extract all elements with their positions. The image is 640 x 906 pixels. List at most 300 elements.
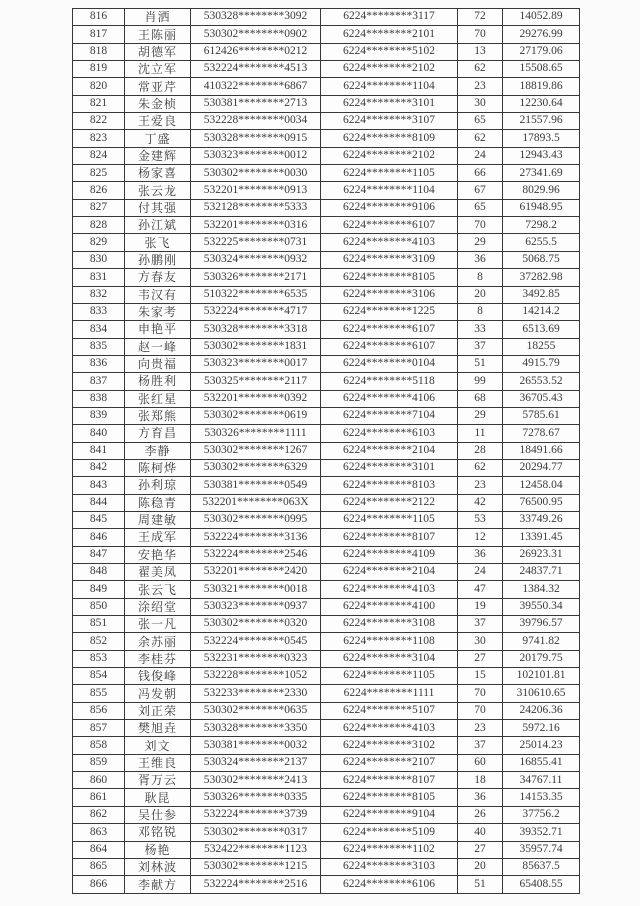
card-number-cell: 6224********1105	[321, 668, 458, 685]
row-index-cell: 841	[73, 442, 125, 459]
count-cell: 51	[458, 876, 503, 894]
amount-cell: 85637.5	[503, 858, 580, 875]
count-cell: 19	[458, 598, 503, 615]
count-cell: 24	[458, 564, 503, 581]
card-number-cell: 6224********2102	[321, 147, 458, 164]
name-cell: 李静	[125, 442, 191, 459]
table-row	[73, 789, 580, 806]
row-index-cell: 828	[73, 217, 125, 234]
row-index-cell: 819	[73, 61, 125, 78]
table-row	[73, 269, 580, 286]
name-cell: 方育昌	[125, 425, 191, 442]
count-cell: 62	[458, 61, 503, 78]
name-cell: 付其强	[125, 199, 191, 216]
card-number-cell: 6224********9106	[321, 199, 458, 216]
row-index-cell: 864	[73, 841, 125, 858]
row-index-cell: 855	[73, 685, 125, 702]
card-number-cell: 6224********4100	[321, 598, 458, 615]
name-cell: 杨家喜	[125, 165, 191, 182]
amount-cell: 5785.61	[503, 407, 580, 424]
count-cell: 29	[458, 407, 503, 424]
row-index-cell: 830	[73, 251, 125, 268]
table-row	[73, 130, 580, 147]
row-index-cell: 858	[73, 737, 125, 754]
row-index-cell: 854	[73, 668, 125, 685]
card-number-cell: 6224********4103	[321, 581, 458, 598]
id-number-cell: 530328********0915	[191, 130, 321, 147]
card-number-cell: 6224********4106	[321, 390, 458, 407]
card-number-cell: 6224********1102	[321, 841, 458, 858]
row-index-cell: 860	[73, 772, 125, 789]
count-cell: 51	[458, 355, 503, 372]
card-number-cell: 6224********4103	[321, 234, 458, 251]
id-number-cell: 532201********0913	[191, 182, 321, 199]
id-number-cell: 532201********2420	[191, 564, 321, 581]
id-number-cell: 532224********3739	[191, 806, 321, 823]
id-number-cell: 532224********2546	[191, 546, 321, 563]
count-cell: 70	[458, 26, 503, 43]
amount-cell: 27179.06	[503, 43, 580, 60]
amount-cell: 6255.5	[503, 234, 580, 251]
card-number-cell: 6224********8107	[321, 529, 458, 546]
card-number-cell: 6224********2107	[321, 754, 458, 771]
name-cell: 翟美凤	[125, 564, 191, 581]
amount-cell: 37756.2	[503, 806, 580, 823]
row-index-cell: 866	[73, 876, 125, 894]
name-cell: 朱家考	[125, 303, 191, 320]
name-cell: 张一凡	[125, 616, 191, 633]
amount-cell: 18819.86	[503, 78, 580, 95]
name-cell: 钱俊峰	[125, 668, 191, 685]
name-cell: 胡德军	[125, 43, 191, 60]
amount-cell: 16855.41	[503, 754, 580, 771]
id-number-cell: 530381********0032	[191, 737, 321, 754]
name-cell: 耿昆	[125, 789, 191, 806]
row-index-cell: 839	[73, 407, 125, 424]
row-index-cell: 847	[73, 546, 125, 563]
amount-cell: 37282.98	[503, 269, 580, 286]
name-cell: 张云龙	[125, 182, 191, 199]
id-number-cell: 530325********2117	[191, 373, 321, 390]
row-index-cell: 865	[73, 858, 125, 875]
count-cell: 62	[458, 130, 503, 147]
count-cell: 70	[458, 702, 503, 719]
amount-cell: 7298.2	[503, 217, 580, 234]
id-number-cell: 530326********0335	[191, 789, 321, 806]
amount-cell: 3492.85	[503, 286, 580, 303]
table-row	[73, 390, 580, 407]
table-row	[73, 841, 580, 858]
amount-cell: 12458.04	[503, 477, 580, 494]
table-row	[73, 303, 580, 320]
card-number-cell: 6224********3101	[321, 95, 458, 112]
id-number-cell: 530302********0030	[191, 165, 321, 182]
row-index-cell: 831	[73, 269, 125, 286]
table-row	[73, 43, 580, 60]
card-number-cell: 6224********5109	[321, 824, 458, 841]
table-row	[73, 720, 580, 737]
name-cell: 杨艳	[125, 841, 191, 858]
amount-cell: 5068.75	[503, 251, 580, 268]
amount-cell: 24206.36	[503, 702, 580, 719]
card-number-cell: 6224********7104	[321, 407, 458, 424]
count-cell: 37	[458, 737, 503, 754]
table-row	[73, 494, 580, 511]
card-number-cell: 6224********6106	[321, 876, 458, 894]
name-cell: 胥万云	[125, 772, 191, 789]
records-table	[72, 8, 580, 894]
count-cell: 27	[458, 841, 503, 858]
amount-cell: 26923.31	[503, 546, 580, 563]
count-cell: 68	[458, 390, 503, 407]
row-index-cell: 817	[73, 26, 125, 43]
amount-cell: 36705.43	[503, 390, 580, 407]
table-row	[73, 459, 580, 476]
table-row	[73, 78, 580, 95]
count-cell: 40	[458, 824, 503, 841]
table-row	[73, 407, 580, 424]
table-row	[73, 546, 580, 563]
id-number-cell: 532228********1052	[191, 668, 321, 685]
count-cell: 65	[458, 113, 503, 130]
amount-cell: 39796.57	[503, 616, 580, 633]
table-row	[73, 113, 580, 130]
id-number-cell: 530381********2713	[191, 95, 321, 112]
amount-cell: 14052.89	[503, 9, 580, 26]
card-number-cell: 6224********8107	[321, 772, 458, 789]
count-cell: 11	[458, 425, 503, 442]
name-cell: 陈稳青	[125, 494, 191, 511]
amount-cell: 14214.2	[503, 303, 580, 320]
card-number-cell: 6224********5107	[321, 702, 458, 719]
id-number-cell: 532225********0731	[191, 234, 321, 251]
table-row	[73, 650, 580, 667]
card-number-cell: 6224********1105	[321, 511, 458, 528]
amount-cell: 27341.69	[503, 165, 580, 182]
amount-cell: 29276.99	[503, 26, 580, 43]
card-number-cell: 6224********3101	[321, 459, 458, 476]
table-row	[73, 702, 580, 719]
amount-cell: 21557.96	[503, 113, 580, 130]
id-number-cell: 530302********0317	[191, 824, 321, 841]
table-row	[73, 217, 580, 234]
name-cell: 孙利琼	[125, 477, 191, 494]
name-cell: 韦汉有	[125, 286, 191, 303]
table-row	[73, 26, 580, 43]
count-cell: 18	[458, 772, 503, 789]
name-cell: 樊旭垚	[125, 720, 191, 737]
table-row	[73, 442, 580, 459]
table-row	[73, 633, 580, 650]
row-index-cell: 818	[73, 43, 125, 60]
name-cell: 李献方	[125, 876, 191, 894]
id-number-cell: 530302********1831	[191, 338, 321, 355]
card-number-cell: 6224********3108	[321, 616, 458, 633]
count-cell: 37	[458, 616, 503, 633]
table-row	[73, 858, 580, 875]
name-cell: 冯发朝	[125, 685, 191, 702]
count-cell: 36	[458, 251, 503, 268]
row-index-cell: 823	[73, 130, 125, 147]
amount-cell: 17893.5	[503, 130, 580, 147]
row-index-cell: 863	[73, 824, 125, 841]
amount-cell: 76500.95	[503, 494, 580, 511]
name-cell: 刘文	[125, 737, 191, 754]
id-number-cell: 532201********063X	[191, 494, 321, 511]
id-number-cell: 612426********0212	[191, 43, 321, 60]
count-cell: 23	[458, 720, 503, 737]
id-number-cell: 532128********5333	[191, 199, 321, 216]
id-number-cell: 530302********0635	[191, 702, 321, 719]
amount-cell: 8029.96	[503, 182, 580, 199]
row-index-cell: 824	[73, 147, 125, 164]
table-row	[73, 355, 580, 372]
row-index-cell: 846	[73, 529, 125, 546]
count-cell: 37	[458, 338, 503, 355]
name-cell: 方春友	[125, 269, 191, 286]
table-row	[73, 95, 580, 112]
amount-cell: 9741.82	[503, 633, 580, 650]
amount-cell: 1384.32	[503, 581, 580, 598]
amount-cell: 12943.43	[503, 147, 580, 164]
name-cell: 朱金桢	[125, 95, 191, 112]
count-cell: 72	[458, 9, 503, 26]
id-number-cell: 532228********0034	[191, 113, 321, 130]
amount-cell: 24837.71	[503, 564, 580, 581]
card-number-cell: 6224********2102	[321, 61, 458, 78]
row-index-cell: 862	[73, 806, 125, 823]
row-index-cell: 822	[73, 113, 125, 130]
amount-cell: 35957.74	[503, 841, 580, 858]
id-number-cell: 532224********0545	[191, 633, 321, 650]
name-cell: 刘林波	[125, 858, 191, 875]
id-number-cell: 532233********2330	[191, 685, 321, 702]
card-number-cell: 6224********1105	[321, 165, 458, 182]
amount-cell: 25014.23	[503, 737, 580, 754]
row-index-cell: 837	[73, 373, 125, 390]
card-number-cell: 6224********8109	[321, 130, 458, 147]
table-row	[73, 61, 580, 78]
id-number-cell: 530324********0932	[191, 251, 321, 268]
table-row	[73, 824, 580, 841]
amount-cell: 39550.34	[503, 598, 580, 615]
id-number-cell: 530323********0937	[191, 598, 321, 615]
card-number-cell: 6224********3106	[321, 286, 458, 303]
amount-cell: 4915.79	[503, 355, 580, 372]
amount-cell: 65408.55	[503, 876, 580, 894]
id-number-cell: 530323********0017	[191, 355, 321, 372]
row-index-cell: 825	[73, 165, 125, 182]
count-cell: 15	[458, 668, 503, 685]
count-cell: 99	[458, 373, 503, 390]
table-row	[73, 338, 580, 355]
row-index-cell: 850	[73, 598, 125, 615]
id-number-cell: 532231********0323	[191, 650, 321, 667]
id-number-cell: 530321********0018	[191, 581, 321, 598]
amount-cell: 34767.11	[503, 772, 580, 789]
amount-cell: 310610.65	[503, 685, 580, 702]
table-row	[73, 182, 580, 199]
amount-cell: 12230.64	[503, 95, 580, 112]
amount-cell: 61948.95	[503, 199, 580, 216]
name-cell: 邓铭锐	[125, 824, 191, 841]
name-cell: 吴仕参	[125, 806, 191, 823]
row-index-cell: 833	[73, 303, 125, 320]
row-index-cell: 861	[73, 789, 125, 806]
row-index-cell: 845	[73, 511, 125, 528]
row-index-cell: 838	[73, 390, 125, 407]
card-number-cell: 6224********8105	[321, 269, 458, 286]
amount-cell: 39352.71	[503, 824, 580, 841]
count-cell: 23	[458, 477, 503, 494]
name-cell: 张飞	[125, 234, 191, 251]
card-number-cell: 6224********0104	[321, 355, 458, 372]
amount-cell: 7278.67	[503, 425, 580, 442]
count-cell: 30	[458, 633, 503, 650]
table-row	[73, 685, 580, 702]
id-number-cell: 510322********6535	[191, 286, 321, 303]
row-index-cell: 834	[73, 321, 125, 338]
card-number-cell: 6224********6107	[321, 338, 458, 355]
name-cell: 刘正荣	[125, 702, 191, 719]
id-number-cell: 532224********4717	[191, 303, 321, 320]
card-number-cell: 6224********9104	[321, 806, 458, 823]
name-cell: 肖洒	[125, 9, 191, 26]
name-cell: 申艳平	[125, 321, 191, 338]
card-number-cell: 6224********6103	[321, 425, 458, 442]
row-index-cell: 835	[73, 338, 125, 355]
card-number-cell: 6224********3109	[321, 251, 458, 268]
table-row	[73, 425, 580, 442]
table-row	[73, 876, 580, 894]
card-number-cell: 6224********3103	[321, 858, 458, 875]
count-cell: 29	[458, 234, 503, 251]
name-cell: 王成军	[125, 529, 191, 546]
row-index-cell: 842	[73, 459, 125, 476]
count-cell: 23	[458, 78, 503, 95]
card-number-cell: 6224********2122	[321, 494, 458, 511]
card-number-cell: 6224********3117	[321, 9, 458, 26]
name-cell: 向贵福	[125, 355, 191, 372]
table-row	[73, 737, 580, 754]
id-number-cell: 530326********1111	[191, 425, 321, 442]
amount-cell: 6513.69	[503, 321, 580, 338]
count-cell: 42	[458, 494, 503, 511]
id-number-cell: 530328********3350	[191, 720, 321, 737]
name-cell: 王陈丽	[125, 26, 191, 43]
id-number-cell: 532224********4513	[191, 61, 321, 78]
table-row	[73, 772, 580, 789]
table-row	[73, 147, 580, 164]
table-row	[73, 806, 580, 823]
name-cell: 王维良	[125, 754, 191, 771]
card-number-cell: 6224********2104	[321, 564, 458, 581]
count-cell: 70	[458, 217, 503, 234]
id-number-cell: 530302********6329	[191, 459, 321, 476]
name-cell: 金建辉	[125, 147, 191, 164]
count-cell: 13	[458, 43, 503, 60]
table-row	[73, 477, 580, 494]
name-cell: 孙江斌	[125, 217, 191, 234]
amount-cell: 13391.45	[503, 529, 580, 546]
count-cell: 47	[458, 581, 503, 598]
name-cell: 沈立军	[125, 61, 191, 78]
count-cell: 24	[458, 147, 503, 164]
table-row	[73, 581, 580, 598]
name-cell: 常亚芹	[125, 78, 191, 95]
count-cell: 70	[458, 685, 503, 702]
id-number-cell: 410322********6867	[191, 78, 321, 95]
count-cell: 30	[458, 95, 503, 112]
id-number-cell: 530302********1215	[191, 858, 321, 875]
id-number-cell: 532201********0316	[191, 217, 321, 234]
name-cell: 陈柯烨	[125, 459, 191, 476]
card-number-cell: 6224********3107	[321, 113, 458, 130]
card-number-cell: 6224********2101	[321, 26, 458, 43]
table-row	[73, 9, 580, 26]
row-index-cell: 844	[73, 494, 125, 511]
card-number-cell: 6224********6107	[321, 321, 458, 338]
id-number-cell: 530302********2413	[191, 772, 321, 789]
name-cell: 周建敏	[125, 511, 191, 528]
card-number-cell: 6224********8105	[321, 789, 458, 806]
count-cell: 66	[458, 165, 503, 182]
amount-cell: 20179.75	[503, 650, 580, 667]
id-number-cell: 530324********2137	[191, 754, 321, 771]
table-row	[73, 529, 580, 546]
row-index-cell: 852	[73, 633, 125, 650]
id-number-cell: 530302********1267	[191, 442, 321, 459]
card-number-cell: 6224********2104	[321, 442, 458, 459]
table-row	[73, 321, 580, 338]
card-number-cell: 6224********1104	[321, 78, 458, 95]
amount-cell: 20294.77	[503, 459, 580, 476]
card-number-cell: 6224********1225	[321, 303, 458, 320]
card-number-cell: 6224********3104	[321, 650, 458, 667]
row-index-cell: 851	[73, 616, 125, 633]
name-cell: 张郑熊	[125, 407, 191, 424]
id-number-cell: 530323********0012	[191, 147, 321, 164]
row-index-cell: 829	[73, 234, 125, 251]
id-number-cell: 530328********3092	[191, 9, 321, 26]
card-number-cell: 6224********3102	[321, 737, 458, 754]
amount-cell: 18255	[503, 338, 580, 355]
count-cell: 28	[458, 442, 503, 459]
table-row	[73, 616, 580, 633]
table-row	[73, 165, 580, 182]
count-cell: 27	[458, 650, 503, 667]
name-cell: 涂绍堂	[125, 598, 191, 615]
table-row	[73, 286, 580, 303]
name-cell: 王爱良	[125, 113, 191, 130]
table-row	[73, 199, 580, 216]
amount-cell: 5972.16	[503, 720, 580, 737]
card-number-cell: 6224********8103	[321, 477, 458, 494]
card-number-cell: 6224********1108	[321, 633, 458, 650]
card-number-cell: 6224********1104	[321, 182, 458, 199]
id-number-cell: 530326********2171	[191, 269, 321, 286]
name-cell: 孙鹏刚	[125, 251, 191, 268]
count-cell: 65	[458, 199, 503, 216]
id-number-cell: 530302********0619	[191, 407, 321, 424]
table-row	[73, 511, 580, 528]
card-number-cell: 6224********4103	[321, 720, 458, 737]
name-cell: 李桂芬	[125, 650, 191, 667]
id-number-cell: 532224********2516	[191, 876, 321, 894]
id-number-cell: 532201********0392	[191, 390, 321, 407]
row-index-cell: 857	[73, 720, 125, 737]
id-number-cell: 530302********0995	[191, 511, 321, 528]
